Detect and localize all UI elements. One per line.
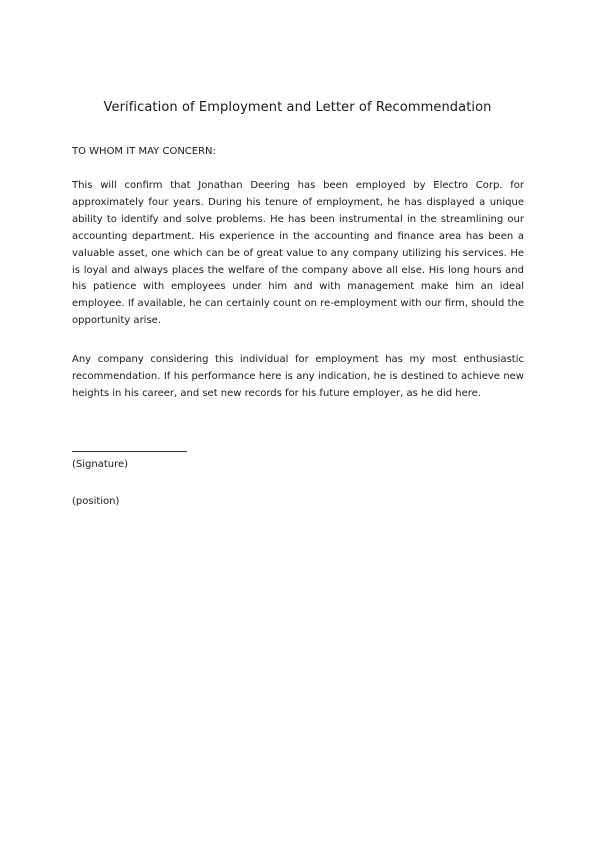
position-label: (position)	[72, 496, 120, 507]
body-paragraph-confirmation: This will confirm that Jonathan Deering has been employed by Electro Corp. for approximately four years. During his tenure of employment, he has displayed a unique ability to identify and solve problems. He has been instrumental in the streamlining our accounting department. His experience in the accounting and finance area has been a valuable asset, one which can be of great value to any company utilizing his services. He is loyal and always places the welfare of the company above all else. His long hours and his patience with employees under him and with management make him an ideal employee. If available, he can certainly count on re-employment with our firm, should the opportunity arise.	[72, 180, 524, 327]
signature-line	[72, 451, 187, 452]
body-paragraph-recommendation: Any company considering this individual for employment has my most enthusiastic recommendation. If his performance here is any indication, he is destined to achieve new heights in his career, and set new records for his future employer, as he did here.	[72, 354, 524, 399]
letter-title: Verification of Employment and Letter of Recommendation	[103, 100, 492, 115]
signature-label: (Signature)	[72, 459, 129, 470]
salutation: TO WHOM IT MAY CONCERN:	[72, 146, 216, 157]
